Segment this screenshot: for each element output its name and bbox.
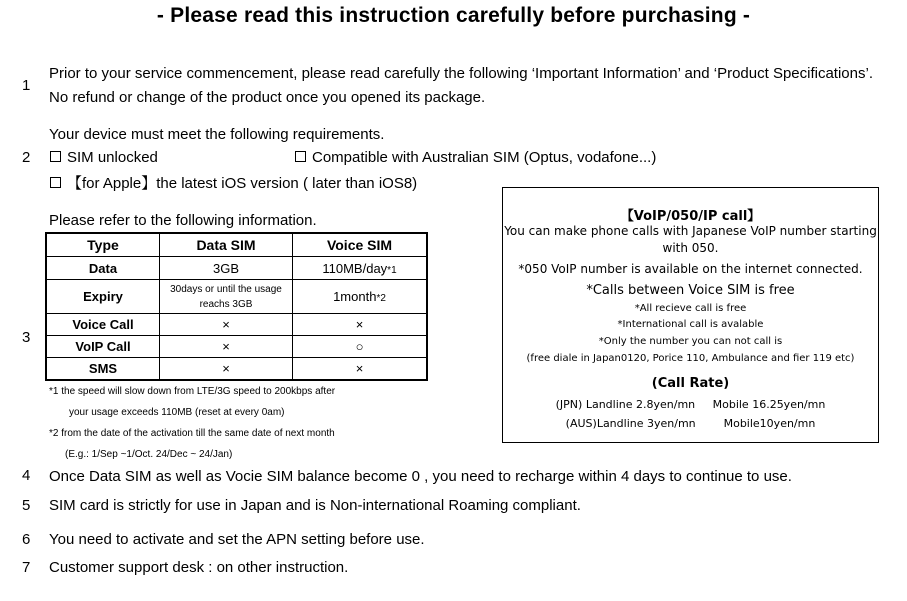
voice-sim-expiry [293, 280, 428, 314]
expiry-line-1: 30days or until the usage [170, 283, 282, 295]
voice-sim-voip-call: ○ [293, 336, 428, 358]
requirement-label: SIM unlocked [67, 149, 158, 166]
requirement-australian-sim [295, 149, 656, 166]
page-title: - Please read this instruction carefully before purchasing - [156, 4, 751, 27]
table-row [46, 336, 427, 358]
call-rate-japan: (JPN) Landline 2.8yen/mn Mobile 16.25yen/mn [555, 398, 826, 411]
voice-sim-sms: × [293, 358, 428, 380]
header-data-sim: Data SIM [160, 233, 293, 257]
expiry-line-2: reachs 3GB [199, 298, 253, 310]
section5-text: SIM card is strictly for use in Japan and is Non-international Roaming compliant. [49, 497, 581, 514]
call-rate-heading: (Call Rate) [651, 376, 730, 391]
voip-note-3: *Only the number you can not call is [598, 336, 783, 347]
section1-line2: No refund or change of the product once you opened its package. [49, 89, 486, 106]
voip-heading: 【VoIP/050/IP call】 [620, 209, 761, 224]
item-number-4: 4 [22, 467, 31, 484]
footnote-mark-2: *2 [376, 293, 386, 304]
voip-note-4: (free diale in Japan0120, Porice 110, Ambulance and fier 119 etc) [526, 353, 855, 364]
voip-desc-1: You can make phone calls with Japanese VoIP number starting [504, 224, 877, 238]
table-row [46, 314, 427, 336]
table-row [46, 280, 427, 314]
voice-sim-data [293, 257, 428, 280]
header-type: Type [46, 233, 160, 257]
item-number-5: 5 [22, 497, 31, 514]
footnote-mark-1: *1 [387, 264, 397, 276]
data-sim-sms: × [160, 358, 293, 380]
voice-expiry-value: 1month [333, 289, 377, 304]
footnote-1-cont: your usage exceeds 110MB (reset at every 0am) [69, 407, 285, 418]
checkbox-icon [295, 151, 306, 162]
voip-info-box [502, 187, 879, 443]
call-rate-australia: (AUS)Landline 3yen/mn Mobile10yen/mn [565, 417, 816, 430]
voice-data-value: 110MB/day [322, 260, 388, 276]
row-label-sms: SMS [46, 358, 160, 380]
voip-availability: *050 VoIP number is available on the internet connected. [518, 262, 863, 276]
section4-text: Once Data SIM as well as Vocie SIM balance become 0 , you need to recharge within 4 days to continue to use. [49, 468, 792, 485]
requirement-sim-unlocked [50, 149, 158, 166]
footnote-2-example: (E.g.: 1/Sep ~1/Oct. 24/Dec ~ 24/Jan) [65, 449, 233, 460]
data-sim-voice-call: × [160, 314, 293, 336]
item-number-3: 3 [22, 329, 31, 346]
checkbox-icon [50, 151, 61, 162]
checkbox-icon [50, 177, 61, 188]
table-header-row [46, 233, 427, 257]
section2-intro: Your device must meet the following requirements. [49, 126, 385, 143]
requirement-label: Compatible with Australian SIM (Optus, vodafone...) [312, 149, 657, 166]
footnote-2: *2 from the date of the activation till the same date of next month [49, 428, 335, 439]
voip-desc-2: with 050. [662, 241, 719, 255]
table-row [46, 358, 427, 380]
data-sim-expiry [160, 280, 293, 314]
section1-line1: Prior to your service commencement, please read carefully the following ‘Important Information’ and ‘Product Specifications’. [49, 65, 873, 82]
item-number-2: 2 [22, 149, 31, 166]
requirement-ios [50, 172, 417, 193]
item-number-6: 6 [22, 531, 31, 548]
header-voice-sim: Voice SIM [293, 233, 428, 257]
requirement-label: 【for Apple】the latest iOS version ( later than iOS8) [67, 175, 418, 192]
row-label-voice-call: Voice Call [46, 314, 160, 336]
item-number-7: 7 [22, 559, 31, 576]
item-number-1: 1 [22, 77, 31, 94]
voice-sim-voice-call: × [293, 314, 428, 336]
table-row [46, 257, 427, 280]
voip-note-1: *All recieve call is free [634, 303, 747, 314]
data-sim-voip-call: × [160, 336, 293, 358]
voip-note-2: *International call is avalable [617, 319, 764, 330]
spec-table [45, 232, 428, 381]
row-label-data: Data [46, 257, 160, 280]
row-label-voip-call: VoIP Call [46, 336, 160, 358]
section6-text: You need to activate and set the APN setting before use. [49, 531, 425, 548]
voip-free-calls: *Calls between Voice SIM is free [586, 283, 795, 298]
data-sim-data: 3GB [160, 257, 293, 280]
section3-intro: Please refer to the following information. [49, 212, 317, 229]
footnote-1: *1 the speed will slow down from LTE/3G speed to 200kbps after [49, 386, 336, 397]
section7-text: Customer support desk : on other instruction. [49, 559, 349, 576]
row-label-expiry: Expiry [46, 280, 160, 314]
